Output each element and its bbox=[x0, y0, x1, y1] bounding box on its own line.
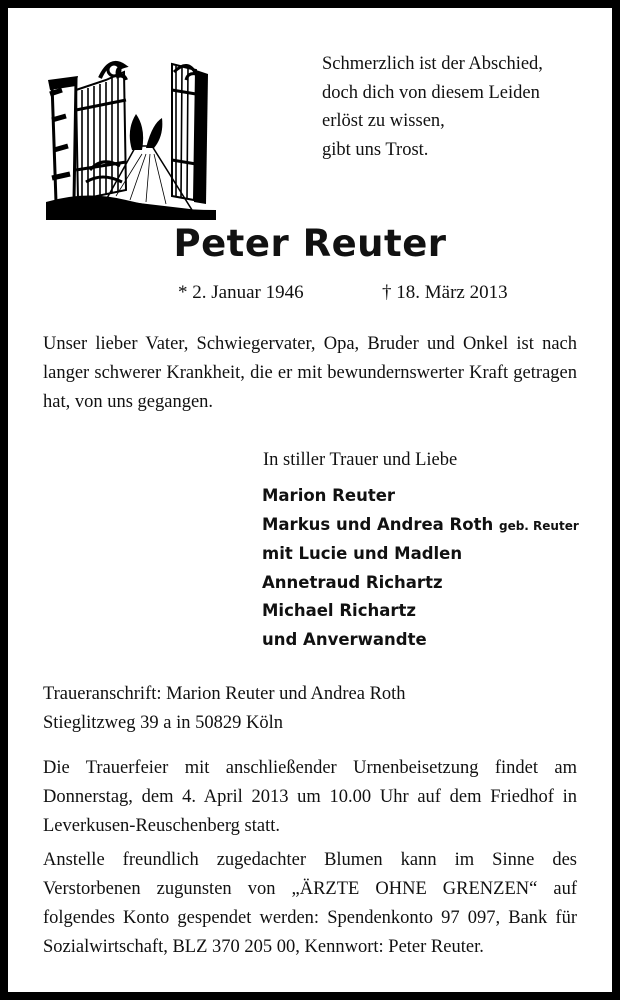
verse bbox=[322, 50, 543, 164]
mourners-list bbox=[262, 482, 579, 654]
ceremony-paragraph: Die Trauerfeier mit anschließender Urnenbeisetzung findet am Donnerstag, dem 4. April 2013 um 10.00 Uhr auf dem Friedhof in Leverkusen-Reuschenberg statt. bbox=[43, 758, 577, 836]
donation-paragraph: Anstelle freundlich zugedachter Blumen kann im Sinne des Verstorbenen zugunsten von „ÄRZTE OHNE GRENZEN“ auf folgendes Konto gespendet werden: Spendenkonto 97 097, Bank für Sozialwirtschaft, BLZ 370 205 00, Kennwort: Peter Reuter. bbox=[43, 850, 577, 957]
deceased-name: Peter Reuter bbox=[173, 222, 447, 265]
mourner-name: Annetraud Richartz bbox=[262, 572, 443, 592]
intro-paragraph: Unser lieber Vater, Schwiegervater, Opa, Bruder und Onkel ist nach langer schwerer Krankheit, die er mit bewundernswerter Kraft getragen hat, von uns gegangen. bbox=[43, 334, 577, 412]
ceremony-text bbox=[43, 754, 577, 841]
obituary-card bbox=[8, 8, 612, 992]
mourner-name: Michael Richartz bbox=[262, 601, 416, 620]
verse-line: doch dich von diesem Leiden bbox=[322, 82, 540, 103]
mourner-name: Marion Reuter bbox=[262, 486, 396, 505]
maiden-name-note: geb. Reuter bbox=[498, 518, 579, 533]
mourner-name-text: Markus und Andrea Roth bbox=[262, 514, 494, 534]
address-line: Stieglitzweg 39 a in 50829 Köln bbox=[43, 713, 283, 733]
mourning-address bbox=[43, 680, 406, 738]
mourner-name bbox=[262, 511, 579, 541]
address-line: Traueranschrift: Marion Reuter und Andrea Roth bbox=[43, 684, 406, 704]
verse-line: Schmerzlich ist der Abschied, bbox=[322, 54, 543, 74]
mourners-heading: In stiller Trauer und Liebe bbox=[263, 450, 458, 470]
intro-text bbox=[43, 330, 577, 417]
mourner-name: mit Lucie und Madlen bbox=[262, 544, 463, 563]
donation-text bbox=[43, 846, 577, 962]
death-date: † 18. März 2013 bbox=[382, 282, 508, 303]
mourner-name: und Anverwandte bbox=[262, 629, 427, 649]
cemetery-gate-icon bbox=[46, 50, 216, 220]
birth-date: * 2. Januar 1946 bbox=[178, 282, 304, 303]
verse-line: gibt uns Trost. bbox=[322, 139, 429, 160]
verse-line: erlöst zu wissen, bbox=[322, 111, 445, 131]
